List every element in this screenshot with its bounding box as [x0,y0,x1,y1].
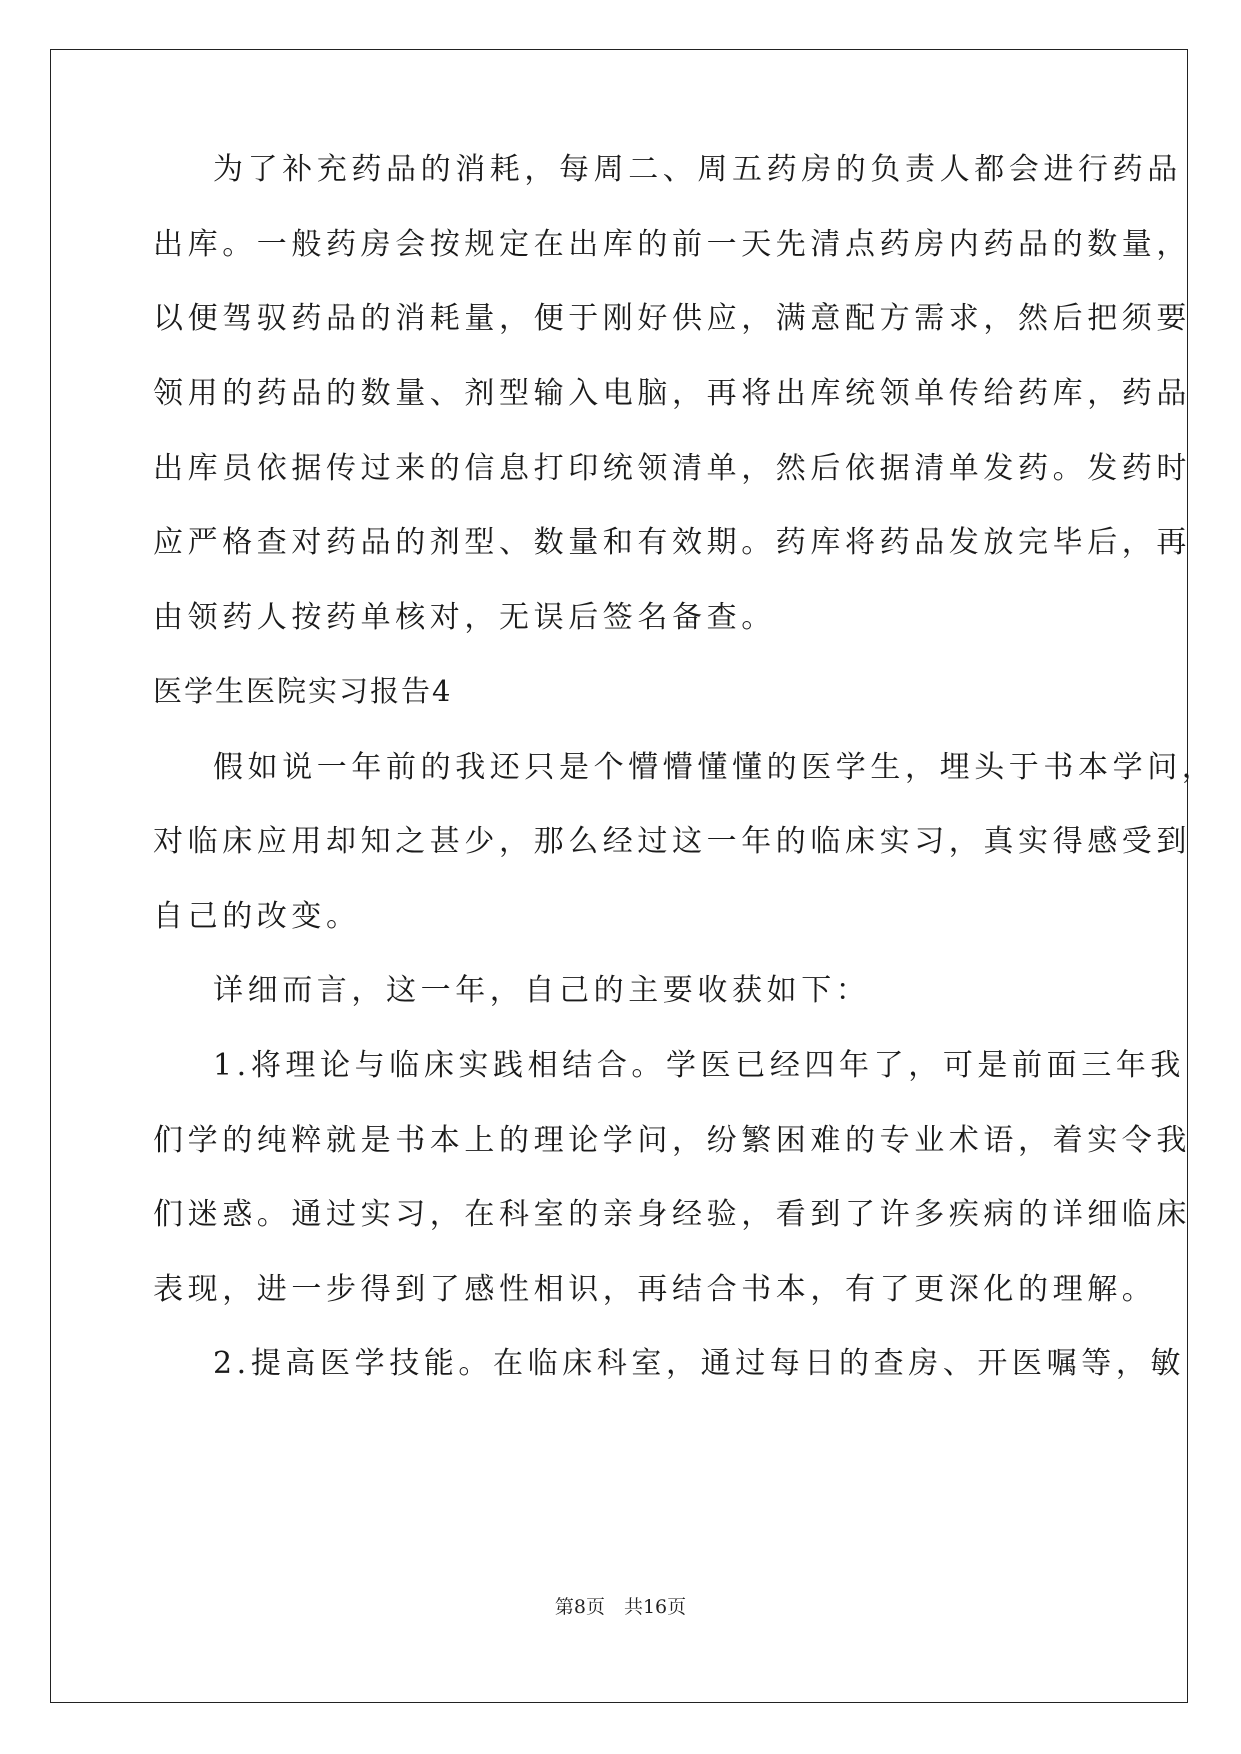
page-footer [0,1595,1241,1619]
section-heading: 医学生医院实习报告4 [153,674,453,708]
paragraph-line: 以便驾驭药品的消耗量，便于刚好供应，满意配方需求，然后把须要 [153,301,1191,336]
paragraph-line: 们迷惑。通过实习，在科室的亲身经验，看到了许多疾病的详细临床 [153,1197,1191,1232]
page-number: 第8页 共16页 [554,1596,687,1618]
page-border [50,49,1188,1703]
paragraph-line: 假如说一年前的我还只是个懵懵懂懂的医学生，埋头于书本学问， [213,750,1217,785]
paragraph-line: 应严格查对药品的剂型、数量和有效期。药库将药品发放完毕后，再 [153,525,1191,560]
paragraph-line: 出库。一般药房会按规定在出库的前一天先清点药房内药品的数量， [153,227,1191,262]
paragraph-line: 表现，进一步得到了感性相识，再结合书本，有了更深化的理解。 [153,1272,1157,1307]
paragraph-line: 由领药人按药单核对，无误后签名备查。 [153,600,776,635]
paragraph-line: 对临床应用却知之甚少，那么经过这一年的临床实习，真实得感受到 [153,824,1191,859]
paragraph-line: 详细而言，这一年，自己的主要收获如下： [213,973,871,1008]
paragraph-line: 为了补充药品的消耗，每周二、周五药房的负责人都会进行药品 [213,152,1182,187]
paragraph-line: 自己的改变。 [153,899,361,934]
paragraph-line: 领用的药品的数量、剂型输入电脑，再将出库统领单传给药库，药品 [153,376,1191,411]
paragraph-line: 们学的纯粹就是书本上的理论学问，纷繁困难的专业术语，着实令我 [153,1123,1191,1158]
paragraph-line: 2.提高医学技能。在临床科室，通过每日的查房、开医嘱等，敏 [213,1346,1186,1381]
paragraph-line: 1.将理论与临床实践相结合。学医已经四年了，可是前面三年我 [213,1048,1186,1083]
paragraph-line: 出库员依据传过来的信息打印统领清单，然后依据清单发药。发药时 [153,451,1191,486]
